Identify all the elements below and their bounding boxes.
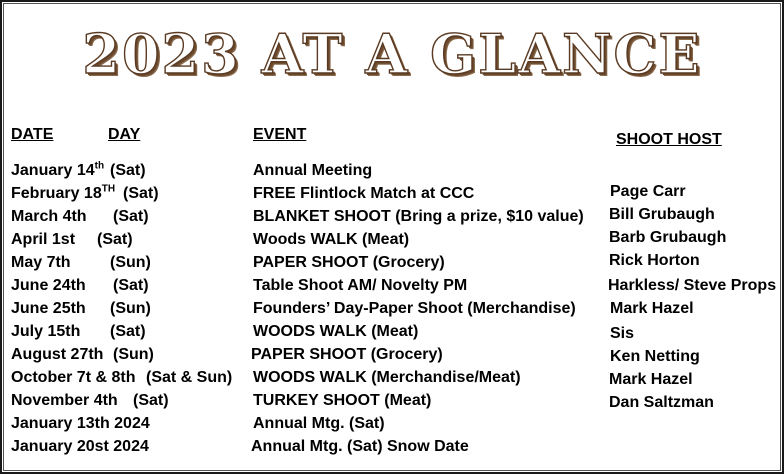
row-event: TURKEY SHOOT (Meat) <box>253 392 432 409</box>
row-day: (Sat) <box>123 185 159 202</box>
row-event: WOODS WALK (Merchandise/Meat) <box>253 369 521 386</box>
row-host: Ken Netting <box>610 348 700 365</box>
page-title: 2023 AT A GLANCE <box>82 22 702 86</box>
row-host: Mark Hazel <box>610 300 694 317</box>
row-host: Page Carr <box>610 183 686 200</box>
row-event: PAPER SHOOT (Grocery) <box>253 254 445 271</box>
row-date: April 1st <box>11 231 76 248</box>
row-date: October 7t & 8th <box>11 369 136 386</box>
row-event: FREE Flintlock Match at CCC <box>253 185 475 202</box>
row-date: June 24th <box>11 277 86 294</box>
row-host: Sis <box>610 325 635 342</box>
row-host: Rick Horton <box>609 252 700 269</box>
row-date: January 14th <box>11 160 105 179</box>
row-day: (Sat & Sun) <box>146 369 233 386</box>
row-event: Founders’ Day-Paper Shoot (Merchandise) <box>253 300 576 317</box>
row-date: March 4th <box>11 208 87 225</box>
row-event: Annual Mtg. (Sat) <box>253 415 385 432</box>
row-day: (Sun) <box>113 346 154 363</box>
row-day: (Sun) <box>110 300 151 317</box>
row-event: Woods WALK (Meat) <box>253 231 410 248</box>
row-date: January 13th 2024 <box>11 415 150 432</box>
row-date: January 20st 2024 <box>11 438 149 455</box>
row-event: PAPER SHOOT (Grocery) <box>251 346 443 363</box>
row-host: Mark Hazel <box>609 371 693 388</box>
row-event: Annual Meeting <box>253 162 373 179</box>
row-date: May 7th <box>11 254 71 271</box>
row-date: August 27th <box>11 346 104 363</box>
row-event: Table Shoot AM/ Novelty PM <box>253 277 468 294</box>
row-date: February 18TH <box>11 183 116 202</box>
row-day: (Sat) <box>110 323 146 340</box>
header-event: EVENT <box>253 126 307 143</box>
row-day: (Sat) <box>110 162 146 179</box>
row-host: Dan Saltzman <box>609 394 714 411</box>
row-day: (Sat) <box>97 231 133 248</box>
header-day: DAY <box>108 126 141 143</box>
row-day: (Sat) <box>113 208 149 225</box>
row-date: November 4th <box>11 392 118 409</box>
row-date: June 25th <box>11 300 86 317</box>
row-host: Harkless/ Steve Props <box>608 277 777 294</box>
row-day: (Sat) <box>113 277 149 294</box>
row-event: WOODS WALK (Meat) <box>253 323 419 340</box>
row-host: Barb Grubaugh <box>609 229 727 246</box>
row-date: July 15th <box>11 323 81 340</box>
row-event: Annual Mtg. (Sat) Snow Date <box>251 438 469 455</box>
row-host: Bill Grubaugh <box>609 206 715 223</box>
header-date: DATE <box>11 126 54 143</box>
header-shoot-host: SHOOT HOST <box>616 131 722 148</box>
row-day: (Sat) <box>133 392 169 409</box>
row-day: (Sun) <box>110 254 151 271</box>
row-event: BLANKET SHOOT (Bring a prize, $10 value) <box>253 208 584 225</box>
